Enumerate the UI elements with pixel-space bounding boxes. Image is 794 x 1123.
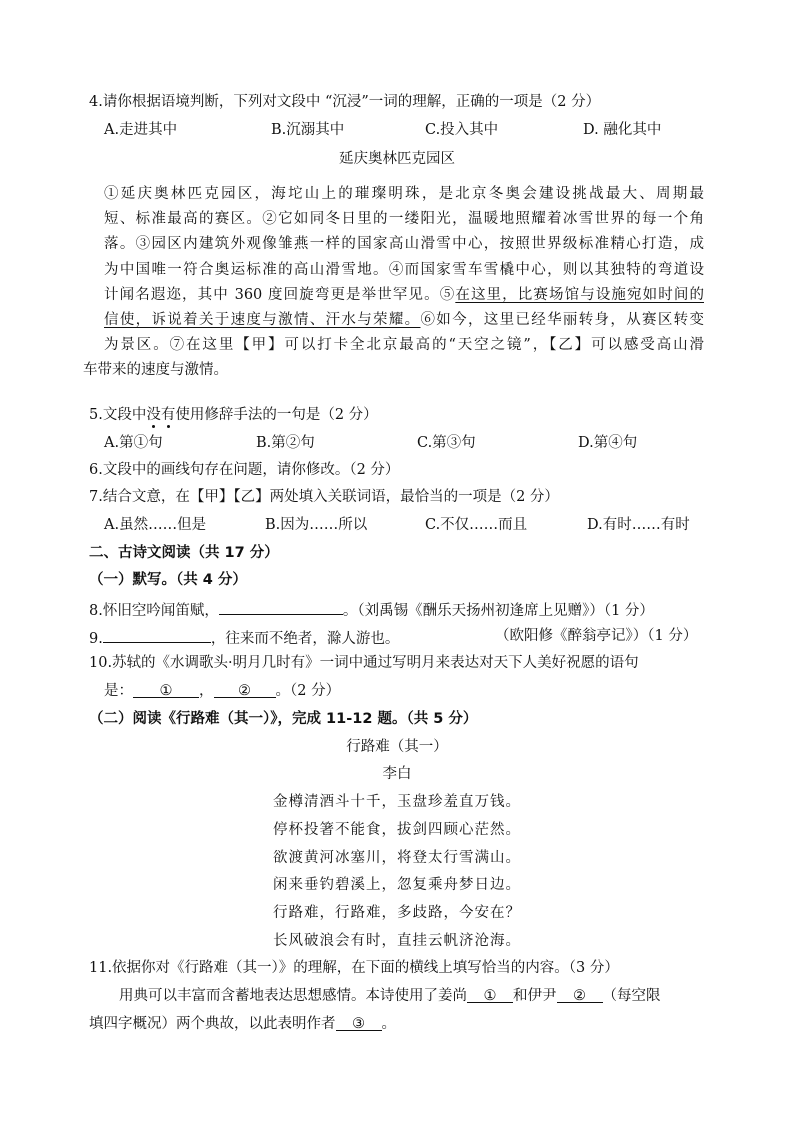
q9-answer-blank[interactable] [103,626,211,643]
q7-option-a: A.虽然……但是 [104,517,207,533]
passage-line: 为景区。⑦在这里【甲】可以打卡全北京最高的“天空之镜”，【乙】可以感受高山滑 [104,337,704,354]
q4-option-a: A.走进其中 [104,122,178,138]
q11-text: 用典可以丰富而含蓄地表达思想感情。本诗使用了姜尚 [119,988,467,1004]
poem-title: 行路难（其一） [346,739,448,755]
q7-stem: 7.结合文意，在【甲】【乙】两处填入关联词语，最恰当的一项是（2 分） [89,489,559,505]
passage-text: ⑥如今，这里已经华丽转身，从赛区转变 [420,312,704,329]
q5-option-a: A.第①句 [104,435,163,451]
q5-option-b: B.第②句 [256,435,315,451]
q11-blank-3[interactable]: ③ [336,1014,382,1031]
q11-text: 和伊尹 [513,988,557,1004]
q10-blank-2[interactable]: ② [214,681,276,698]
poem-line: 欲渡黄河冰塞川，将登太行雪满山。 [273,850,521,866]
q8-prefix: 8.怀旧空吟闻笛赋， [89,603,219,619]
q10-answer-line [104,681,340,701]
poem-line: 金樽清酒斗十千，玉盘珍羞直万钱。 [273,794,521,810]
q9-suffix: ，往来而不绝者，滁人游也。 [210,631,400,647]
q10-prefix: 是： [104,683,133,699]
q7-option-d: D.有时……有时 [587,517,690,533]
q5-stem-text: 5.文段中 [89,407,147,423]
q4-stem: 4.请你根据语境判断，下列对文段中 “沉浸”一词的理解，正确的一项是（2 分） [89,94,601,110]
underlined-sentence: 在这里，比赛场馆与设施宛如时间的 [455,286,704,303]
section-heading: 二、古诗文阅读（共 17 分） [89,545,279,561]
q6-stem: 6.文段中的画线句存在问题，请你修改。（2 分） [89,462,400,478]
q11-blank-2[interactable]: ② [557,986,603,1003]
q10-sep: ， [199,683,214,699]
q9-source: （欧阳修《醉翁亭记》）（1 分） [495,628,698,644]
subsection-heading: （一）默写。（共 4 分） [89,572,247,588]
passage-line: 为中国唯一符合奥运标准的高山滑雪地。④而国家雪车雪橇中心，则以其独特的弯道设 [104,261,704,278]
q11-blank-1[interactable]: ① [467,986,513,1003]
passage-line: 落。③园区内建筑外观像雏燕一样的国家高山滑雪中心，按照世界级标准精心打造，成 [104,236,704,253]
q11-text: 填四字概况）两个典故，以此表明作者 [89,1016,336,1032]
q10-suffix: 。（2 分） [275,683,341,699]
q5-option-d: D.第④句 [578,435,638,451]
passage-text: 计闻名遐迩，其中 360 度回旋弯更是举世罕见。⑤ [104,286,456,303]
q11-line-2 [89,1014,396,1034]
q11-line-1 [119,986,661,1006]
poem-line: 停杯投箸不能食，拔剑四顾心茫然。 [273,822,521,838]
q8-line [89,598,654,621]
passage-line [104,283,704,308]
q11-text: 。 [381,1016,396,1032]
poem-line: 闲来垂钓碧溪上，忽复乘舟梦日边。 [273,877,521,893]
q9-prefix: 9. [89,631,103,647]
q11-stem: 11.依据你对《行路难（其一）》的理解，在下面的横线上填写恰当的内容。（3 分） [89,960,619,976]
passage-body [83,182,704,384]
poem-line: 行路难，行路难，多歧路，今安在？ [273,905,521,921]
emphasis-char: 没 [146,407,161,423]
q5-stem-text: 使用修辞手法的一句是（2 分） [175,407,378,423]
passage-title: 延庆奥林匹克园区 [339,151,455,167]
q8-suffix: 。（刘禹锡《酬乐天扬州初逢席上见赠》）（1 分） [342,603,654,619]
q9-line [89,626,399,649]
q7-option-b: B.因为……所以 [265,517,368,533]
passage-line [104,308,704,333]
q11-text: （每空限 [602,988,661,1004]
q10-stem: 10.苏轼的《水调歌头·明月几时有》一词中通过写明月来表达对天下人美好祝愿的语句 [89,655,639,671]
emphasis-char: 有 [160,407,176,423]
poem-author: 李白 [382,766,412,782]
passage-line: ①延庆奥林匹克园区，海坨山上的璀璨明珠，是北京冬奥会建设挑战最大、周期最 [104,186,704,202]
passage-line: 车带来的速度与激情。 [83,362,228,379]
poem-line: 长风破浪会有时，直挂云帆济沧海。 [273,933,521,949]
q10-blank-1[interactable]: ① [133,681,199,698]
passage-line: 短、标准最高的赛区。②它如同冬日里的一缕阳光，温暖地照耀着冰雪世界的每一个角 [104,211,704,228]
q5-stem [89,405,378,425]
underlined-sentence: 信使，诉说着关于速度与激情、汗水与荣耀。 [104,312,421,329]
q8-answer-blank[interactable] [219,598,343,615]
q4-option-d: D. 融化其中 [583,122,662,138]
q4-option-b: B.沉溺其中 [271,122,345,138]
subsection-heading: （二）阅读《行路难（其一）》，完成 11-12 题。（共 5 分） [89,711,478,727]
q7-option-c: C.不仅……而且 [425,517,528,533]
q4-option-c: C.投入其中 [425,122,499,138]
q5-option-c: C.第③句 [417,435,476,451]
